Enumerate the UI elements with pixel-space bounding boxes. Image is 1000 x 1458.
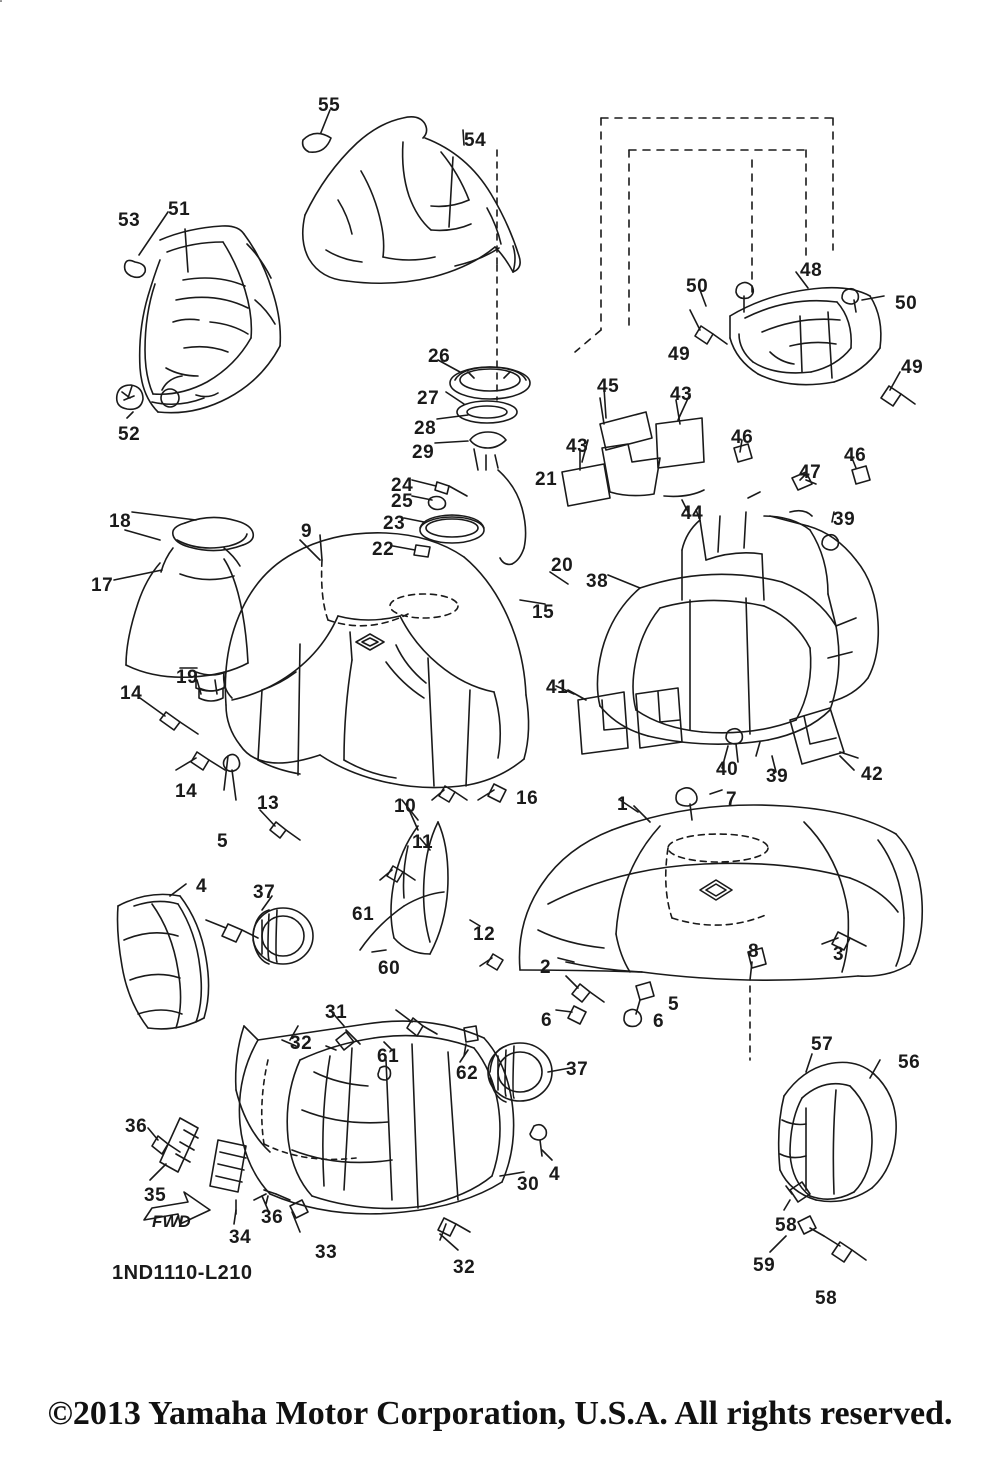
- callout-45: 45: [597, 376, 620, 397]
- callout-30: 30: [517, 1174, 540, 1195]
- callout-4-a: 4: [196, 876, 208, 897]
- callout-5-b: 5: [668, 994, 680, 1015]
- callout-28: 28: [414, 418, 437, 439]
- callout-19: 19: [176, 667, 199, 688]
- fwd-direction-label: FWD: [152, 1212, 191, 1231]
- callout-6-b: 6: [653, 1011, 665, 1032]
- callout-44: 44: [681, 503, 704, 524]
- callout-14-b: 14: [175, 781, 198, 802]
- callout-50-b: 50: [895, 293, 918, 314]
- callout-20: 20: [551, 555, 574, 576]
- callout-5-a: 5: [217, 831, 229, 852]
- callout-57: 57: [811, 1034, 834, 1055]
- callout-60: 60: [378, 958, 401, 979]
- callout-62: 62: [456, 1063, 479, 1084]
- callout-61-b: 61: [377, 1046, 400, 1067]
- callout-36-b: 36: [261, 1207, 284, 1228]
- callout-8: 8: [748, 941, 760, 962]
- copyright-notice: ©2013 Yamaha Motor Corporation, U.S.A. All rights reserved.: [47, 1395, 953, 1432]
- callout-43-a: 43: [670, 384, 693, 405]
- callout-2: 2: [540, 957, 552, 978]
- callout-12: 12: [473, 924, 496, 945]
- callout-31: 31: [325, 1002, 348, 1023]
- callout-15: 15: [532, 602, 555, 623]
- callout-3: 3: [833, 944, 845, 965]
- callout-32-a: 32: [290, 1033, 313, 1054]
- callout-11: 11: [412, 832, 434, 853]
- callout-58-b: 58: [815, 1288, 838, 1309]
- callout-16: 16: [516, 788, 539, 809]
- callout-43-b: 43: [566, 436, 589, 457]
- callout-46-a: 46: [731, 427, 754, 448]
- callout-26: 26: [428, 346, 451, 367]
- callout-17: 17: [91, 575, 114, 596]
- callout-18: 18: [109, 511, 132, 532]
- callout-49-b: 49: [901, 357, 924, 378]
- callout-32-b: 32: [453, 1257, 476, 1278]
- callout-36-a: 36: [125, 1116, 148, 1137]
- callout-13: 13: [257, 793, 280, 814]
- callout-39-a: 39: [833, 509, 856, 530]
- callout-52: 52: [118, 424, 141, 445]
- callout-29: 29: [412, 442, 435, 463]
- callout-34: 34: [229, 1227, 252, 1248]
- callout-21: 21: [535, 469, 558, 490]
- callout-53: 53: [118, 210, 141, 231]
- callout-55: 55: [318, 95, 341, 116]
- callout-10: 10: [394, 796, 417, 817]
- callout-24: 24: [391, 475, 414, 496]
- callout-37-b: 37: [566, 1059, 589, 1080]
- callout-58-a: 58: [775, 1215, 798, 1236]
- callout-7: 7: [726, 789, 738, 810]
- callout-25: 25: [391, 491, 414, 512]
- callout-48: 48: [800, 260, 823, 281]
- callout-47: 47: [799, 462, 822, 483]
- drawing-number: 1ND1110-L210: [112, 1262, 253, 1284]
- callout-41: 41: [546, 677, 569, 698]
- callout-27: 27: [417, 388, 440, 409]
- callout-51: 51: [168, 199, 191, 220]
- callout-40: 40: [716, 759, 739, 780]
- callout-46-b: 46: [844, 445, 867, 466]
- callout-9: 9: [301, 521, 313, 542]
- callout-14-a: 14: [120, 683, 143, 704]
- callout-38: 38: [586, 571, 609, 592]
- callout-61-a: 61: [352, 904, 375, 925]
- callout-39-b: 39: [766, 766, 789, 787]
- callout-54: 54: [464, 130, 487, 151]
- callout-33: 33: [315, 1242, 338, 1263]
- callout-50-a: 50: [686, 276, 709, 297]
- callout-59: 59: [753, 1255, 776, 1276]
- callout-49-a: 49: [668, 344, 691, 365]
- callout-35: 35: [144, 1185, 167, 1206]
- callout-56: 56: [898, 1052, 921, 1073]
- callout-22: 22: [372, 539, 395, 560]
- callout-6-a: 6: [541, 1010, 553, 1031]
- callout-23: 23: [383, 513, 406, 534]
- callout-1: 1: [617, 794, 629, 815]
- callout-4-b: 4: [549, 1164, 561, 1185]
- callout-37-a: 37: [253, 882, 276, 903]
- callout-42: 42: [861, 764, 884, 785]
